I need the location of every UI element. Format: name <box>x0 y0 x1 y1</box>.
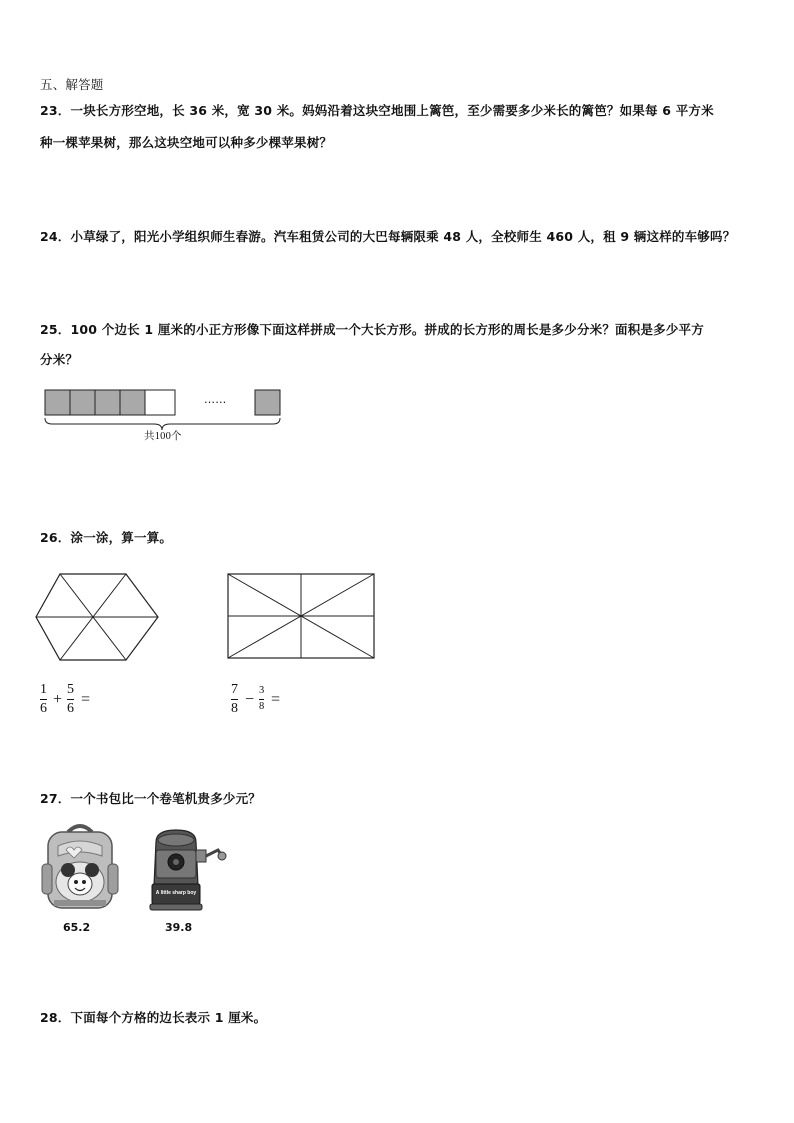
denominator: 8 <box>259 700 265 712</box>
square-3 <box>95 390 120 415</box>
denominator: 8 <box>231 701 238 716</box>
rectangle-figure <box>227 573 377 663</box>
fraction-1-6 <box>40 683 47 716</box>
backpack-price: 65.2 <box>63 921 91 934</box>
question-23-line-2: 种一棵苹果树，那么这块空地可以种多少棵苹果树？ <box>40 135 333 150</box>
question-26-line-1: 26．涂一涂，算一算。 <box>40 530 173 545</box>
sharpener-price: 39.8 <box>165 921 193 934</box>
sharpener-label: A little sharp boy <box>155 890 197 896</box>
numerator: 7 <box>231 682 238 697</box>
pencil-sharpener-image <box>142 826 232 916</box>
square-2 <box>70 390 95 415</box>
square-last <box>255 390 280 415</box>
backpack-image <box>40 822 120 912</box>
question-24-line-1: 24．小草绿了，阳光小学组织师生春游。汽车租赁公司的大巴每辆限乘 48 人，全校师生 460 人，租 9 辆这样的车够吗？ <box>40 229 736 244</box>
numerator: 1 <box>40 682 47 697</box>
question-25-line-1: 25．100 个边长 1 厘米的小正方形像下面这样拼成一个大长方形。拼成的长方形的周长是多少分米？面积是多少平方 <box>40 322 704 337</box>
minus-sign: − <box>245 691 255 708</box>
square-4 <box>120 390 145 415</box>
fraction-7-8 <box>231 683 238 716</box>
brace-label: 共100个 <box>144 431 182 442</box>
brace <box>45 418 280 430</box>
question-28-line-1: 28．下面每个方格的边长表示 1 厘米。 <box>40 1010 267 1025</box>
plus-sign: + <box>53 691 63 708</box>
fraction-5-6 <box>67 683 74 716</box>
numerator: 5 <box>67 682 74 697</box>
question-25-line-2: 分米？ <box>40 352 79 367</box>
denominator: 6 <box>40 701 47 716</box>
denominator: 6 <box>67 701 74 716</box>
equals-sign: = <box>271 691 281 708</box>
dots-ellipsis: …… <box>204 393 227 406</box>
fraction-3-8 <box>259 686 264 712</box>
section-title: 五、解答题 <box>40 77 104 92</box>
question-27-line-1: 27．一个书包比一个卷笔机贵多少元？ <box>40 791 261 806</box>
square-1 <box>45 390 70 415</box>
question-23-line-1: 23．一块长方形空地，长 36 米，宽 30 米。妈妈沿着这块空地围上篱笆，至少需要多少米长的篱笆？如果每 6 平方米 <box>40 103 714 118</box>
numerator: 3 <box>259 685 265 696</box>
equals-sign: = <box>81 691 91 708</box>
hexagon-figure <box>38 573 168 663</box>
